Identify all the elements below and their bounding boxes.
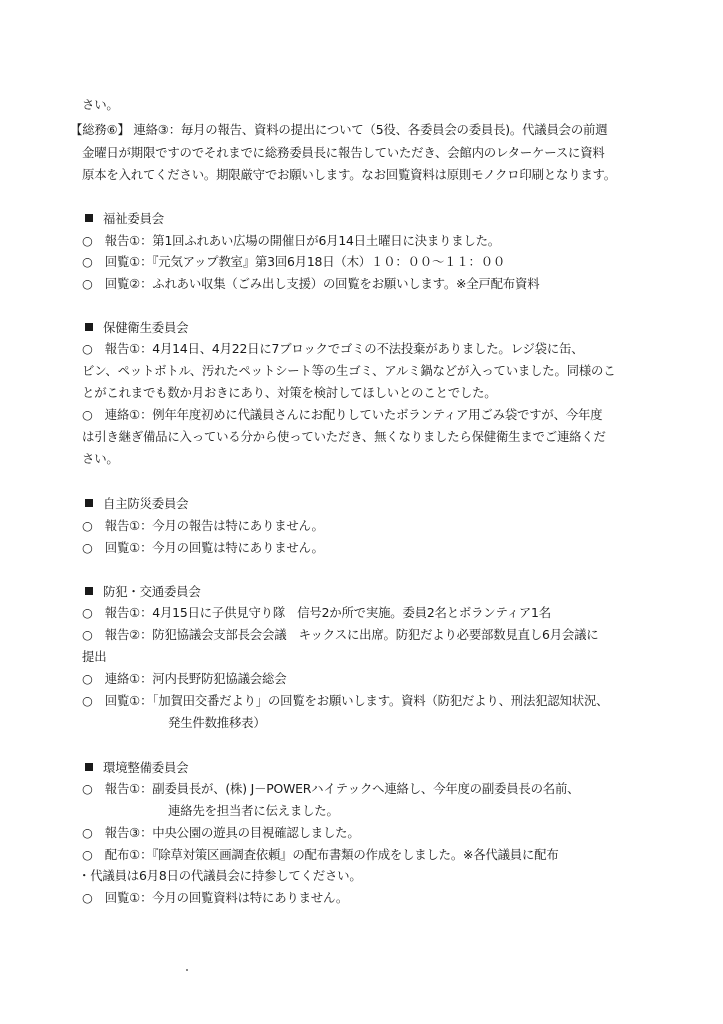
text-line: 提出 (82, 649, 107, 664)
text-line: ○ 報告③：中央公園の遊具の目視確認しました。 (82, 825, 360, 840)
text-line: 連絡先を担当者に伝えました。 (168, 803, 339, 818)
text-line: ○ 報告①：今月の報告は特にありません。 (82, 518, 324, 533)
section-heading-welfare: 福祉委員会 (85, 211, 164, 227)
section-heading-crime-traffic: 防犯・交通委員会 (85, 584, 201, 600)
text-line: ○ 報告①：4月14日、4月22日に7ブロックでゴミの不法投棄がありました。レジ袋に缶、 (82, 341, 584, 356)
text-line: ○ 配布①：『除草対策区画調査依頼』の配布書類の作成をしました。※各代議員に配布 (82, 847, 559, 862)
text-line: ○ 報告①：第1回ふれあい広場の開催日が6月14日土曜日に決まりました。 (82, 233, 500, 248)
text-line: ○ 回覧①：今月の回覧資料は特にありません。 (82, 890, 349, 905)
text-line: ○ 回覧①：「加賀田交番だより」の回覧をお願いします。資料（防犯だより、刑法犯認知状況、 (82, 693, 609, 708)
text-line: ○ 報告①：4月15日に子供見守り隊 信号2か所で実施。委員2名とボランティア1名 (82, 605, 551, 620)
text-line: とがこれまでも数か月おきにあり、対策を検討してほしいとのことでした。 (82, 385, 497, 400)
text-line: 【総務⑥】 連絡③：毎月の報告、資料の提出について（5役、各委員会の委員長)。代議員会の前週 (70, 122, 608, 137)
text-line: ビン、ペットボトル、汚れたペットシート等の生ゴミ、アルミ鍋などが入っていました。同様のこ (82, 363, 616, 378)
text-line: さい。 (82, 451, 119, 466)
text-line: ○ 回覧①：『元気アップ教室』第3回6月18日（木）１０：００～１１：００ (82, 254, 506, 269)
scan-speck (186, 969, 188, 971)
text-line: ○ 報告①：副委員長が、(株) J－POWERハイテックへ連絡し、今年度の副委員長の名前、 (82, 781, 580, 796)
square-bullet-icon (85, 763, 93, 771)
text-line: 発生件数推移表） (168, 715, 266, 730)
square-bullet-icon (85, 499, 93, 507)
text-line: ○ 連絡①：河内長野防犯協議会総会 (82, 671, 287, 686)
square-bullet-icon (85, 323, 93, 331)
text-line: 金曜日が期限ですのでそれまでに総務委員長に報告していただき、会館内のレターケースに資料 (82, 145, 605, 160)
square-bullet-icon (85, 587, 93, 595)
text-line: ○ 回覧②：ふれあい収集（ごみ出し支援）の回覧をお願いします。※全戸配布資料 (82, 276, 540, 291)
section-heading-health: 保健衛生委員会 (85, 320, 188, 336)
text-line: 原本を入れてください。期限厳守でお願いします。なお回覧資料は原則モノクロ印刷となります。 (82, 167, 616, 182)
text-line: ○ 報告②：防犯協議会支部長会会議 キックスに出席。防犯だより必要部数見直し6月会議に (82, 627, 599, 642)
square-bullet-icon (85, 214, 93, 222)
text-line: さい。 (82, 97, 119, 112)
text-line: ○ 連絡①：例年年度初めに代議員さんにお配りしていたボランティア用ごみ袋ですが、今年度 (82, 407, 603, 422)
section-heading-disaster: 自主防災委員会 (85, 496, 188, 512)
text-line: ・代議員は6月8日の代議員会に持参してください。 (78, 868, 362, 883)
text-line: は引き継ぎ備品に入っている分から使っていただき、無くなりましたら保健衛生までご連絡くだ (82, 429, 606, 444)
section-heading-environment: 環境整備委員会 (85, 760, 188, 776)
text-line: ○ 回覧①：今月の回覧は特にありません。 (82, 540, 324, 555)
